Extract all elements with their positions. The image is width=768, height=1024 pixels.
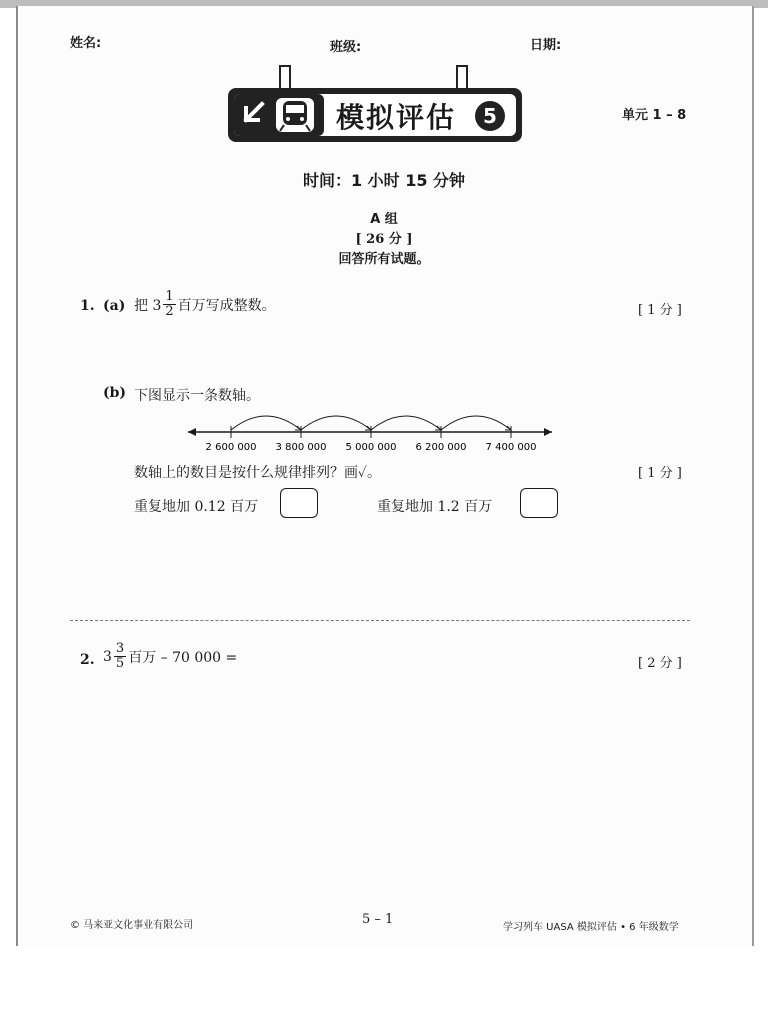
question-1b-label: (b) [103,385,127,401]
option-2-label: 重复地加 1.2 百万 [377,499,493,515]
q1a-fraction [163,290,175,319]
banner-title: 模拟评估 [336,101,457,134]
q2-fraction-denominator: 5 [115,656,125,671]
footer-book-title: 学习列车 UASA 模拟评估 • 6 年级数学 [503,922,679,933]
time-allowed: 时间：1 小时 15 分钟 [302,171,466,190]
question-1b-marks: [ 1 分 ] [638,466,682,481]
number-line-label: 2 600 000 [205,442,257,453]
q2-prefix: 3 [103,648,112,665]
number-line-label: 5 000 000 [345,442,397,453]
section-divider [70,620,690,621]
date-label: 日期: [530,38,562,53]
footer-publisher: © 马来亚文化事业有限公司 [70,920,194,931]
question-2-number: 2. [80,652,95,668]
class-label: 班级: [330,40,362,55]
train-icon [274,96,316,134]
q2-fraction-numerator: 3 [115,641,125,656]
jump-arc [371,416,441,430]
option-2-checkbox[interactable] [520,488,558,518]
option-1-checkbox[interactable] [280,488,318,518]
q1a-fraction-denominator: 2 [165,304,174,319]
q2-suffix: 百万 – 70 000 = [128,649,238,666]
q1a-suffix: 百万写成整数。 [177,297,276,314]
question-1a-label: (a) [103,298,126,314]
q2-fraction [114,642,126,671]
unit-range: 单元 1 – 8 [622,108,687,123]
q1a-prefix: 把 3 [134,297,162,314]
section-points: [ 26 分 ] [355,232,413,247]
jump-arc [301,416,371,430]
number-line-label: 7 400 000 [485,442,537,453]
down-left-arrow-icon [238,98,268,128]
section-instruction: 回答所有试题。 [338,252,430,267]
option-1-label: 重复地加 0.12 百万 [134,499,259,515]
number-line-left-arrow [188,428,196,436]
question-2-expression [103,642,237,671]
number-line [180,404,560,456]
question-2-marks: [ 2 分 ] [638,656,682,671]
question-1b-prompt: 数轴上的数目是按什么规律排列？画✓。 [134,465,382,481]
number-line-label: 6 200 000 [415,442,467,453]
question-1a-marks: [ 1 分 ] [638,303,682,318]
banner-number: 5 [475,101,505,131]
question-1a-text [134,290,276,319]
jump-arc [231,416,301,430]
jump-arc [441,416,511,430]
section-name: A 组 [370,212,398,227]
number-line-right-arrow [544,428,552,436]
question-1-number: 1. [80,298,95,314]
q1a-fraction-numerator: 1 [165,289,174,304]
question-1b-text: 下图显示一条数轴。 [134,388,260,404]
page-number: 5 – 1 [362,912,394,927]
number-line-label: 3 800 000 [275,442,327,453]
name-label: 姓名: [70,36,102,51]
